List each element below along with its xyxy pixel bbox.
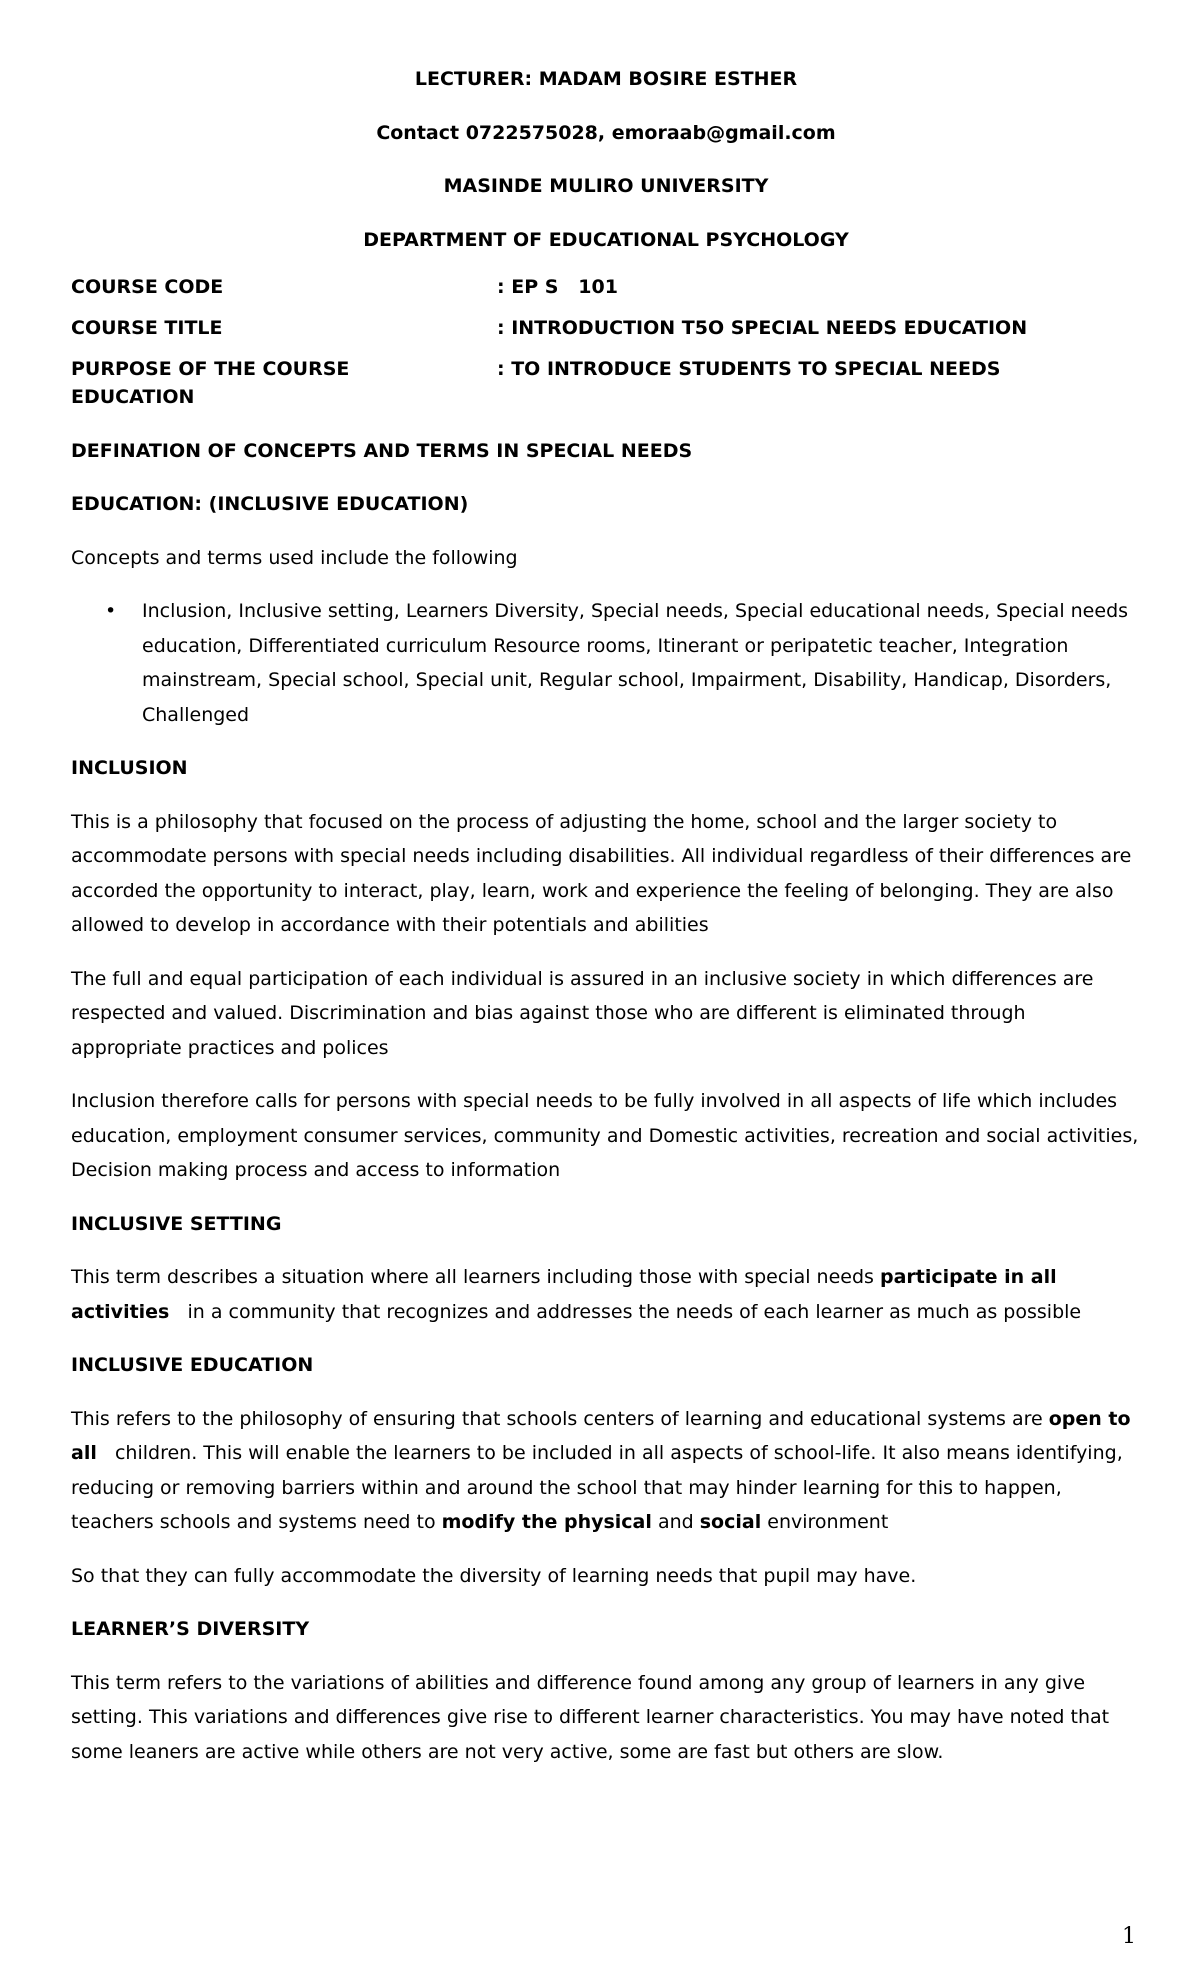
inclusive-setting-text-2: in a community that recognizes and addresses the needs of each learner as much as possible [169, 1300, 1082, 1323]
course-code-value: : EP S 101 [497, 276, 618, 298]
course-title-row [71, 317, 1141, 339]
inclusive-setting-emphasis: participate in all activities [71, 1266, 1064, 1323]
inclusive-education-emphasis-3: social [699, 1511, 762, 1533]
university-name: MASINDE MULIRO UNIVERSITY [443, 175, 769, 197]
course-purpose-label: PURPOSE OF THE COURSE [71, 358, 350, 380]
contact-line: Contact 0722575028, emoraab@gmail.com [376, 121, 836, 144]
learners-diversity-paragraph: This term refers to the variations of abilities and difference found among any group of learners in any give setting. This variations and differences give rise to different learner characteristics. You may have noted that some leaners are active while others are not very active, some are fast but others are slow. [71, 1671, 1110, 1763]
course-code-label: COURSE CODE [71, 276, 224, 298]
course-code-row [71, 276, 1141, 298]
course-purpose-value: : TO INTRODUCE STUDENTS TO SPECIAL NEEDS [497, 358, 1001, 380]
inclusive-education-paragraph-2: So that they can fully accommodate the diversity of learning needs that pupil may have. [71, 1564, 917, 1587]
course-title-value: : INTRODUCTION T5O SPECIAL NEEDS EDUCATION [497, 317, 1028, 339]
terms-list [71, 594, 1141, 732]
inclusive-education-heading: INCLUSIVE EDUCATION [71, 1354, 314, 1376]
learners-diversity-heading: LEARNER’S DIVERSITY [71, 1618, 310, 1640]
lecturer-line: LECTURER: MADAM BOSIRE ESTHER [414, 68, 798, 90]
inclusive-education-emphasis-2: modify the physical [441, 1511, 652, 1533]
inclusive-setting-heading: INCLUSIVE SETTING [71, 1212, 282, 1235]
document-page [71, 62, 1141, 1788]
inclusive-education-text-4: environment [761, 1511, 889, 1533]
course-purpose-row [71, 358, 1141, 380]
department-name: DEPARTMENT OF EDUCATIONAL PSYCHOLOGY [363, 228, 849, 251]
inclusion-paragraph-2: The full and equal participation of each individual is assured in an inclusive society in which differences are respected and valued. Discrimination and bias against those who are different is eliminated through appropriate practices and polices [71, 967, 1094, 1059]
terms-list-text: Inclusion, Inclusive setting, Learners Diversity, Special needs, Special educational needs, Special needs education, Differentiated curriculum Resource rooms, Itinerant or peripatetic teacher, Integration mainstream, Special school, Special unit, Regular school, Impairment, Disability, Handicap, Disorders, Challenged [142, 600, 1129, 726]
inclusive-setting-paragraph [71, 1260, 1141, 1329]
course-title-label: COURSE TITLE [71, 317, 223, 339]
definitions-intro: Concepts and terms used include the following [71, 546, 518, 569]
inclusive-education-paragraph-1 [71, 1402, 1141, 1540]
course-purpose-continuation: EDUCATION [71, 386, 195, 408]
inclusive-education-text-3: and [651, 1511, 700, 1533]
inclusive-education-emphasis-1: open to all [71, 1407, 1138, 1464]
inclusion-heading: INCLUSION [71, 757, 188, 779]
inclusion-paragraph-3: Inclusion therefore calls for persons with special needs to be fully involved in all aspects of life which includes education, employment consumer services, community and Domestic activities, recreation and social activities, Decision making process and access to information [71, 1090, 1139, 1181]
page-number: 1 [1122, 1924, 1136, 1949]
definitions-subheading: EDUCATION: (INCLUSIVE EDUCATION) [71, 493, 469, 515]
inclusive-education-text-1: This refers to the philosophy of ensuring that schools centers of learning and educational systems are [71, 1407, 1049, 1430]
bullet-icon: • [105, 600, 117, 622]
inclusion-paragraph-1: This is a philosophy that focused on the process of adjusting the home, school and the larger society to accommodate persons with special needs including disabilities. All individual regardless of their differences are accorded the opportunity to interact, play, learn, work and experience the feeling of belonging. They are also allowed to develop in accordance with their potentials and abilities [71, 810, 1132, 936]
definitions-heading: DEFINATION OF CONCEPTS AND TERMS IN SPECIAL NEEDS [71, 439, 693, 462]
inclusive-setting-text-1: This term describes a situation where all learners including those with special needs [71, 1266, 880, 1288]
list-item [71, 594, 1141, 732]
inclusive-education-text-2: children. This will enable the learners to be included in all aspects of school-life. It also means identifying, reducing or removing barriers within and around the school that may hinder learning for this to happen, teachers schools and systems need to [71, 1442, 1129, 1533]
